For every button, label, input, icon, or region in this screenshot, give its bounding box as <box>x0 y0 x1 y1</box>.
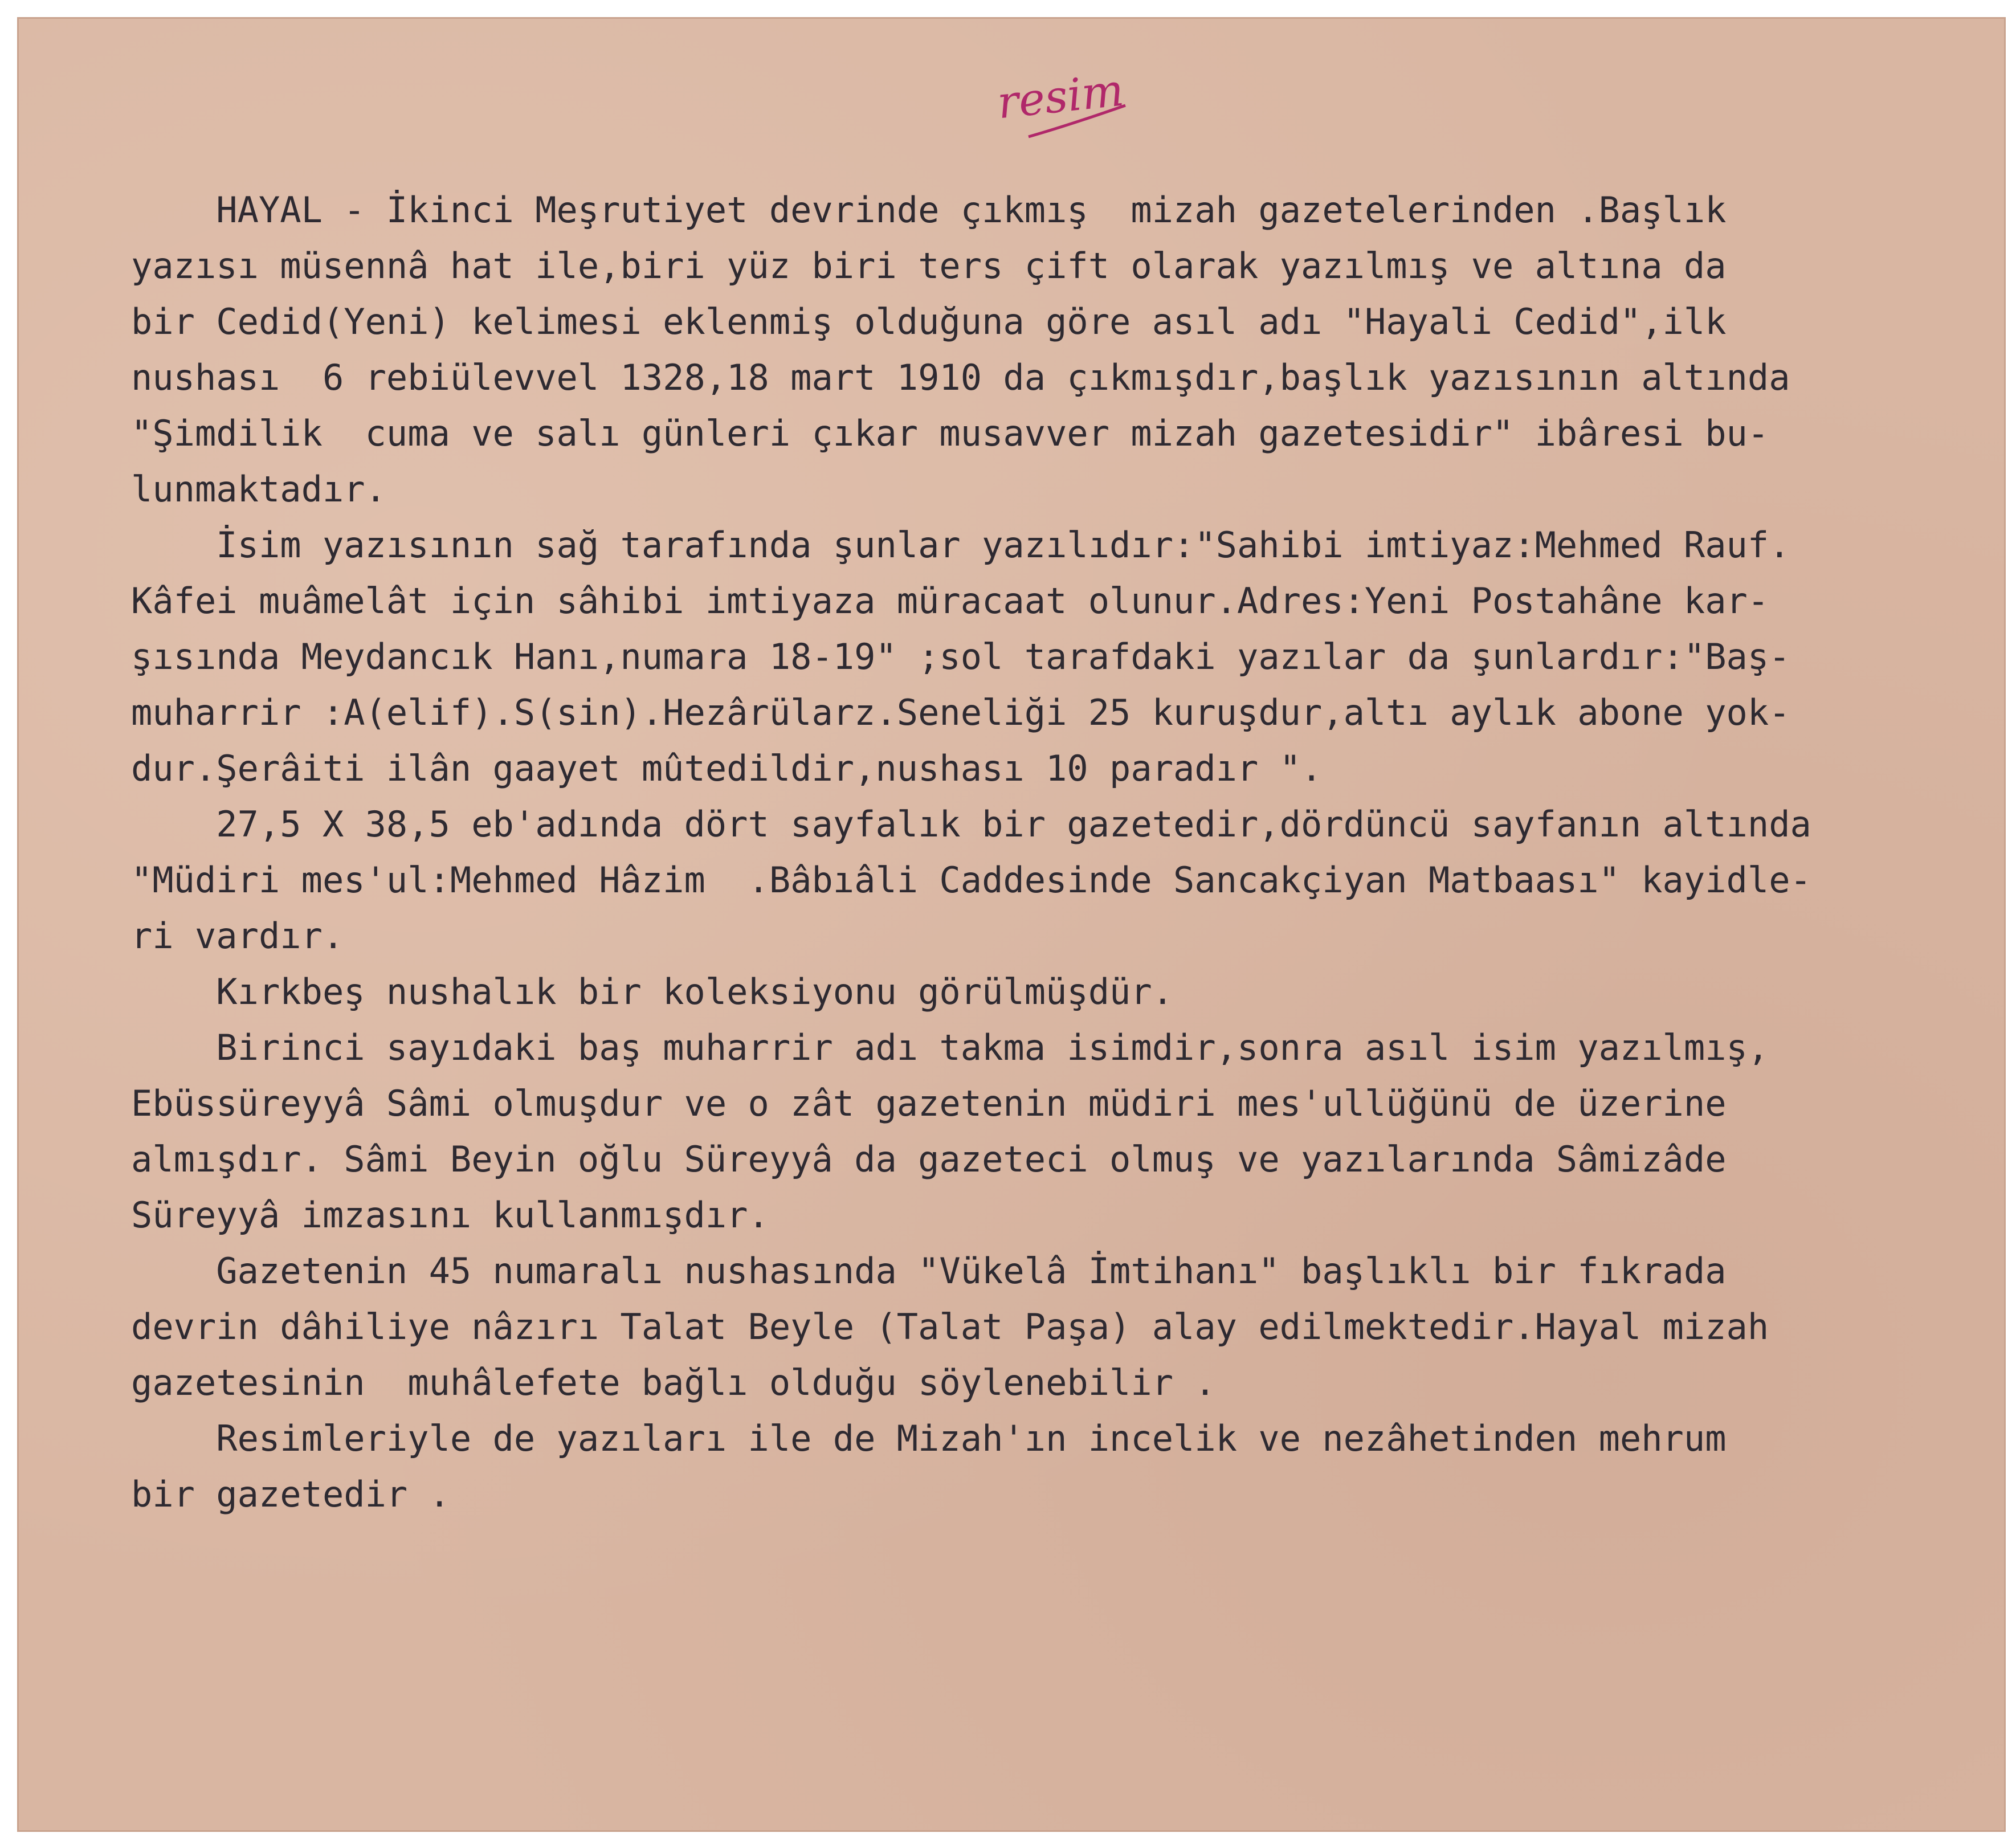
text-line: muharrir :A(elif).S(sin).Hezârülarz.Seneliği 25 kuruşdur,altı aylık abone yok- <box>131 692 1790 733</box>
typed-text-body <box>131 182 1954 1522</box>
text-line: Süreyyâ imzasını kullanmışdır. <box>131 1194 769 1236</box>
text-line: lunmaktadır. <box>131 468 386 510</box>
text-line: gazetesinin muhâlefete bağlı olduğu söylenebilir . <box>131 1362 1216 1403</box>
text-line: nushası 6 rebiülevvel 1328,18 mart 1910 da çıkmışdır,başlık yazısının altında <box>131 357 1790 398</box>
text-line: Birinci sayıdaki baş muharrir adı takma isimdir,sonra asıl isim yazılmış, <box>131 1027 1769 1068</box>
text-line: HAYAL - İkinci Meşrutiyet devrinde çıkmış mizah gazetelerinden .Başlık <box>131 189 1727 231</box>
text-line: "Şimdilik cuma ve salı günleri çıkar musavver mizah gazetesidir" ibâresi bu- <box>131 413 1769 454</box>
text-line: bir gazetedir . <box>131 1473 450 1515</box>
text-line: Kâfei muâmelât için sâhibi imtiyaza müracaat olunur.Adres:Yeni Postahâne kar- <box>131 580 1769 622</box>
document-page <box>17 17 2006 1832</box>
text-line: yazısı müsennâ hat ile,biri yüz biri ters çift olarak yazılmış ve altına da <box>131 245 1727 287</box>
handwritten-annotation: resim <box>994 64 1127 129</box>
text-line: İsim yazısının sağ tarafında şunlar yazılıdır:"Sahibi imtiyaz:Mehmed Rauf. <box>131 524 1790 566</box>
text-line: Kırkbeş nushalık bir koleksiyonu görülmüşdür. <box>131 971 1174 1013</box>
text-line: bir Cedid(Yeni) kelimesi eklenmiş olduğuna göre asıl adı "Hayali Cedid",ilk <box>131 301 1727 342</box>
text-line: şısında Meydancık Hanı,numara 18-19" ;sol tarafdaki yazılar da şunlardır:"Baş- <box>131 636 1790 677</box>
text-line: Gazetenin 45 numaralı nushasında "Vükelâ İmtihanı" başlıklı bir fıkrada <box>131 1250 1727 1292</box>
text-line: 27,5 X 38,5 eb'adında dört sayfalık bir gazetedir,dördüncü sayfanın altında <box>131 803 1811 845</box>
text-line: Ebüssüreyyâ Sâmi olmuşdur ve o zât gazetenin müdiri mes'ullüğünü de üzerine <box>131 1083 1727 1124</box>
text-line: dur.Şerâiti ilân gaayet mûtedildir,nushası 10 paradır ". <box>131 748 1323 789</box>
text-line: devrin dâhiliye nâzırı Talat Beyle (Talat Paşa) alay edilmektedir.Hayal mizah <box>131 1306 1769 1348</box>
text-line: almışdır. Sâmi Beyin oğlu Süreyyâ da gazeteci olmuş ve yazılarında Sâmizâde <box>131 1138 1727 1180</box>
text-line: Resimleriyle de yazıları ile de Mizah'ın incelik ve nezâhetinden mehrum <box>131 1418 1727 1459</box>
text-line: "Müdiri mes'ul:Mehmed Hâzim .Bâbıâli Caddesinde Sancakçiyan Matbaası" kayidle- <box>131 859 1811 901</box>
annotation-underline <box>1023 103 1131 142</box>
text-line: ri vardır. <box>131 915 344 957</box>
